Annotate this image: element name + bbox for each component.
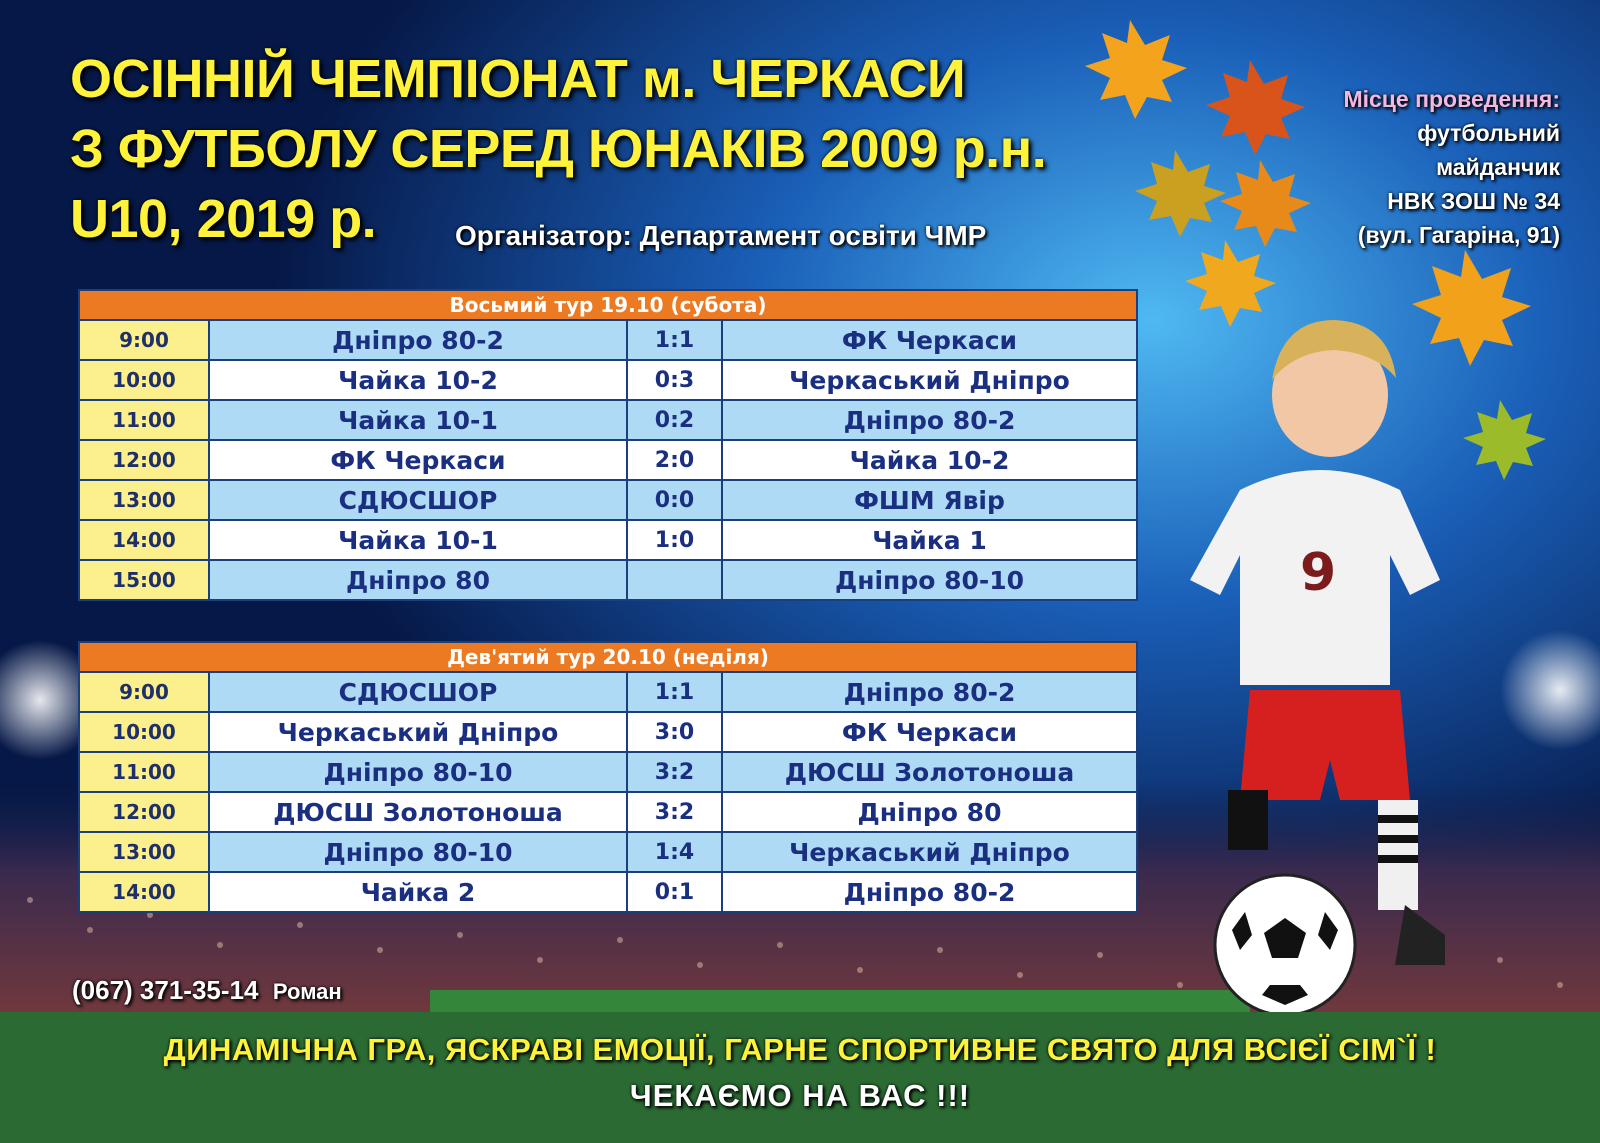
- match-time: 9:00: [80, 673, 208, 711]
- match-row: [80, 751, 1136, 791]
- match-time: 15:00: [80, 561, 208, 599]
- venue-block: [1343, 82, 1560, 252]
- match-time: 10:00: [80, 361, 208, 399]
- match-row: [80, 439, 1136, 479]
- round-9-schedule: [78, 641, 1138, 913]
- footer-invitation: ЧЕКАЄМО НА ВАС !!!: [629, 1078, 971, 1113]
- match-row: [80, 319, 1136, 359]
- match-time: 14:00: [80, 873, 208, 911]
- away-team: ФШМ Явір: [721, 481, 1136, 519]
- away-team: Дніпро 80-2: [721, 401, 1136, 439]
- match-row: [80, 831, 1136, 871]
- away-team: Черкаський Дніпро: [721, 361, 1136, 399]
- home-team: Чайка 10-1: [208, 521, 626, 559]
- svg-text:9: 9: [1300, 543, 1337, 603]
- match-score: 1:4: [626, 833, 721, 871]
- away-team: Чайка 1: [721, 521, 1136, 559]
- home-team: Чайка 10-2: [208, 361, 626, 399]
- match-time: 13:00: [80, 833, 208, 871]
- match-time: 14:00: [80, 521, 208, 559]
- footer-slogan: ДИНАМІЧНА ГРА, ЯСКРАВІ ЕМОЦІЇ, ГАРНЕ СПОРТИВНЕ СВЯТО ДЛЯ ВСІЄЇ СІМ`Ї !: [163, 1032, 1437, 1067]
- venue-line: (вул. Гагаріна, 91): [1357, 222, 1560, 248]
- match-score: [626, 561, 721, 599]
- match-time: 11:00: [80, 401, 208, 439]
- home-team: Дніпро 80-10: [208, 753, 626, 791]
- venue-heading: Місце проведення:: [1343, 86, 1560, 112]
- contact-phone[interactable]: (067) 371-35-14: [72, 975, 259, 1005]
- match-row: [80, 711, 1136, 751]
- match-score: 2:0: [626, 441, 721, 479]
- title-line-1: ОСІННІЙ ЧЕМПІОНАТ м. ЧЕРКАСИ: [70, 49, 966, 109]
- match-time: 12:00: [80, 441, 208, 479]
- match-score: 0:2: [626, 401, 721, 439]
- round-9-header: Дев'ятий тур 20.10 (неділя): [80, 643, 1136, 671]
- match-score: 1:1: [626, 321, 721, 359]
- match-row: [80, 479, 1136, 519]
- home-team: ДЮСШ Золотоноша: [208, 793, 626, 831]
- away-team: ФК Черкаси: [721, 321, 1136, 359]
- match-time: 11:00: [80, 753, 208, 791]
- away-team: Дніпро 80-2: [721, 873, 1136, 911]
- away-team: Черкаський Дніпро: [721, 833, 1136, 871]
- match-row: [80, 559, 1136, 599]
- home-team: Дніпро 80: [208, 561, 626, 599]
- home-team: Дніпро 80-10: [208, 833, 626, 871]
- away-team: Дніпро 80-10: [721, 561, 1136, 599]
- match-time: 13:00: [80, 481, 208, 519]
- match-row: [80, 791, 1136, 831]
- venue-line: футбольний: [1417, 120, 1560, 146]
- match-time: 9:00: [80, 321, 208, 359]
- match-score: 0:3: [626, 361, 721, 399]
- away-team: ФК Черкаси: [721, 713, 1136, 751]
- match-score: 3:0: [626, 713, 721, 751]
- home-team: Дніпро 80-2: [208, 321, 626, 359]
- home-team: СДЮСШОР: [208, 481, 626, 519]
- contact-info: [72, 975, 342, 1006]
- away-team: ДЮСШ Золотоноша: [721, 753, 1136, 791]
- round-8-schedule: [78, 289, 1138, 601]
- match-score: 0:1: [626, 873, 721, 911]
- away-team: Дніпро 80-2: [721, 673, 1136, 711]
- round-8-header: Восьмий тур 19.10 (субота): [80, 291, 1136, 319]
- contact-name: Роман: [272, 979, 342, 1004]
- match-score: 1:0: [626, 521, 721, 559]
- venue-line: НВК ЗОШ № 34: [1387, 188, 1560, 214]
- home-team: СДЮСШОР: [208, 673, 626, 711]
- home-team: Чайка 2: [208, 873, 626, 911]
- home-team: Черкаський Дніпро: [208, 713, 626, 751]
- home-team: ФК Черкаси: [208, 441, 626, 479]
- footer-banner: [0, 1012, 1600, 1143]
- title-line-3: U10, 2019 р.: [70, 189, 377, 249]
- title-line-2: З ФУТБОЛУ СЕРЕД ЮНАКІВ 2009 р.н.: [70, 119, 1047, 179]
- home-team: Чайка 10-1: [208, 401, 626, 439]
- match-score: 1:1: [626, 673, 721, 711]
- soccer-ball-icon: [1215, 875, 1355, 1015]
- match-row: [80, 359, 1136, 399]
- organizer-text: Організатор: Департамент освіти ЧМР: [455, 220, 987, 251]
- match-row: [80, 671, 1136, 711]
- venue-line: майданчик: [1436, 154, 1560, 180]
- match-time: 10:00: [80, 713, 208, 751]
- match-row: [80, 871, 1136, 911]
- match-score: 3:2: [626, 753, 721, 791]
- match-time: 12:00: [80, 793, 208, 831]
- match-row: [80, 519, 1136, 559]
- match-score: 3:2: [626, 793, 721, 831]
- away-team: Чайка 10-2: [721, 441, 1136, 479]
- match-score: 0:0: [626, 481, 721, 519]
- match-row: [80, 399, 1136, 439]
- away-team: Дніпро 80: [721, 793, 1136, 831]
